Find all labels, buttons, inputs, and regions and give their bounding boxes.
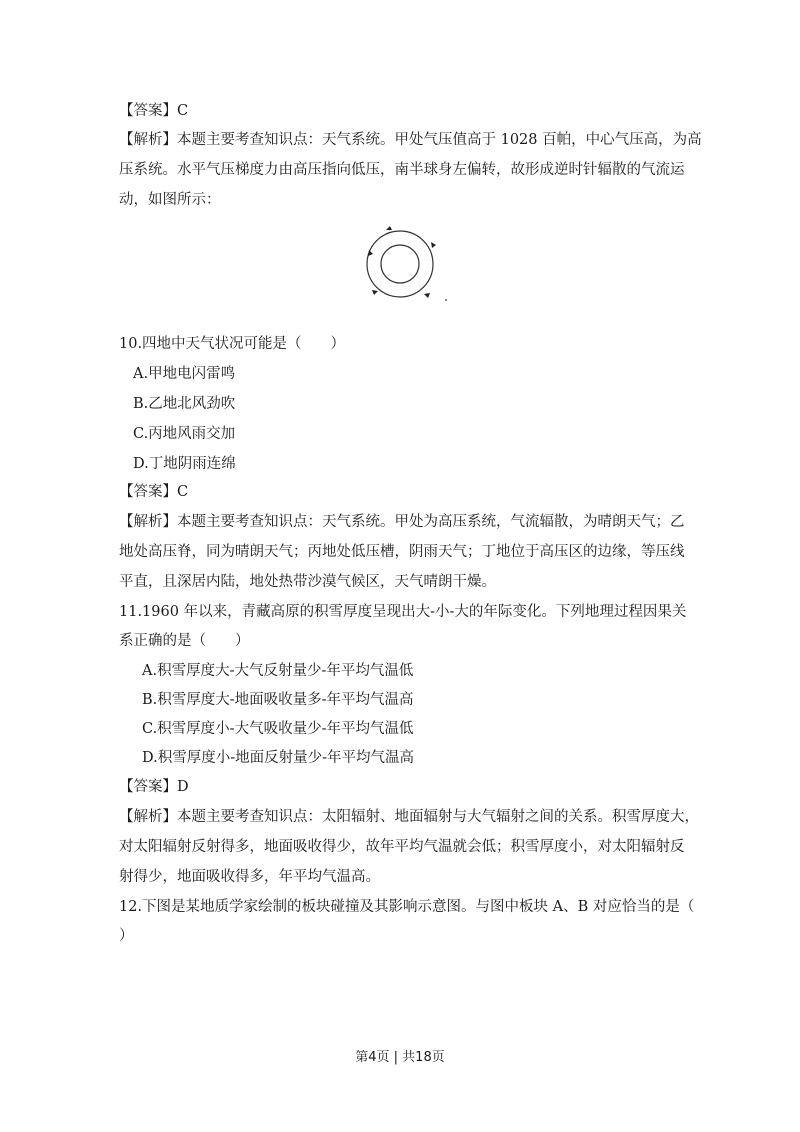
q11-explanation-line-3: 射得少，地面吸收得多，年平均气温高。 — [119, 869, 380, 885]
q11-stem-line-1: 11.1960 年以来，青藏高原的积雪厚度呈现出大-小-大的年际变化。下列地理过程因果关 — [119, 604, 687, 620]
q10-option-c: C.丙地风雨交加 — [133, 426, 236, 442]
q11-option-a: A.积雪厚度大-大气反射量少-年平均气温低 — [142, 663, 414, 679]
q11-option-c: C.积雪厚度小-大气吸收量少-年平均气温低 — [142, 721, 414, 737]
q11-stem-line-2: 系正确的是（ ） — [119, 633, 250, 649]
q11-option-d: D.积雪厚度小-地面反射量少-年平均气温高 — [142, 750, 415, 766]
q11-option-b: B.积雪厚度大-地面吸收量多-年平均气温高 — [142, 692, 414, 708]
q10-explanation-line-3: 平直，且深居内陆，地处热带沙漠气候区，天气晴朗干燥。 — [119, 574, 496, 590]
q12-stem-line-2: ） — [119, 928, 134, 944]
q10-option-b: B.乙地北风劲吹 — [133, 396, 236, 412]
page-number-footer: 第4页 | 共18页 — [355, 1050, 445, 1065]
q9-explanation-line-2: 压系统。水平气压梯度力由高压指向低压，南半球身左偏转，故形成逆时针辐散的气流运 — [119, 162, 685, 178]
q10-explanation-line-1: 【解析】本题主要考查知识点：天气系统。甲处为高压系统，气流辐散，为晴朗天气；乙 — [119, 514, 685, 530]
q10-explanation-line-2: 地处高压脊，同为晴朗天气；丙地处低压槽，阴雨天气；丁地位于高压区的边缘，等压线 — [119, 544, 685, 560]
q10-answer: 【答案】C — [119, 484, 189, 500]
q9-explanation-line-1: 【解析】本题主要考查知识点：天气系统。甲处气压值高于 1028 百帕，中心气压高，为高 — [119, 132, 702, 148]
q11-answer: 【答案】D — [119, 779, 189, 795]
q11-explanation-line-1: 【解析】本题主要考查知识点：太阳辐射、地面辐射与大气辐射之间的关系。积雪厚度大， — [119, 809, 699, 825]
q10-stem: 10.四地中天气状况可能是（ ） — [119, 336, 346, 352]
q9-explanation-line-3: 动，如图所示： — [119, 192, 221, 208]
q10-option-a: A.甲地电闪雷鸣 — [133, 366, 236, 382]
q9-answer: 【答案】C — [119, 103, 189, 119]
q12-stem-line-1: 12.下图是某地质学家绘制的板块碰撞及其影响示意图。与图中板块 A、B 对应恰当的是（ — [119, 899, 695, 915]
anticyclone-circulation-diagram — [358, 218, 454, 310]
q11-explanation-line-2: 对太阳辐射反射得多，地面吸收得少，故年平均气温就会低；积雪厚度小，对太阳辐射反 — [119, 839, 685, 855]
q10-option-d: D.丁地阴雨连绵 — [133, 456, 236, 472]
